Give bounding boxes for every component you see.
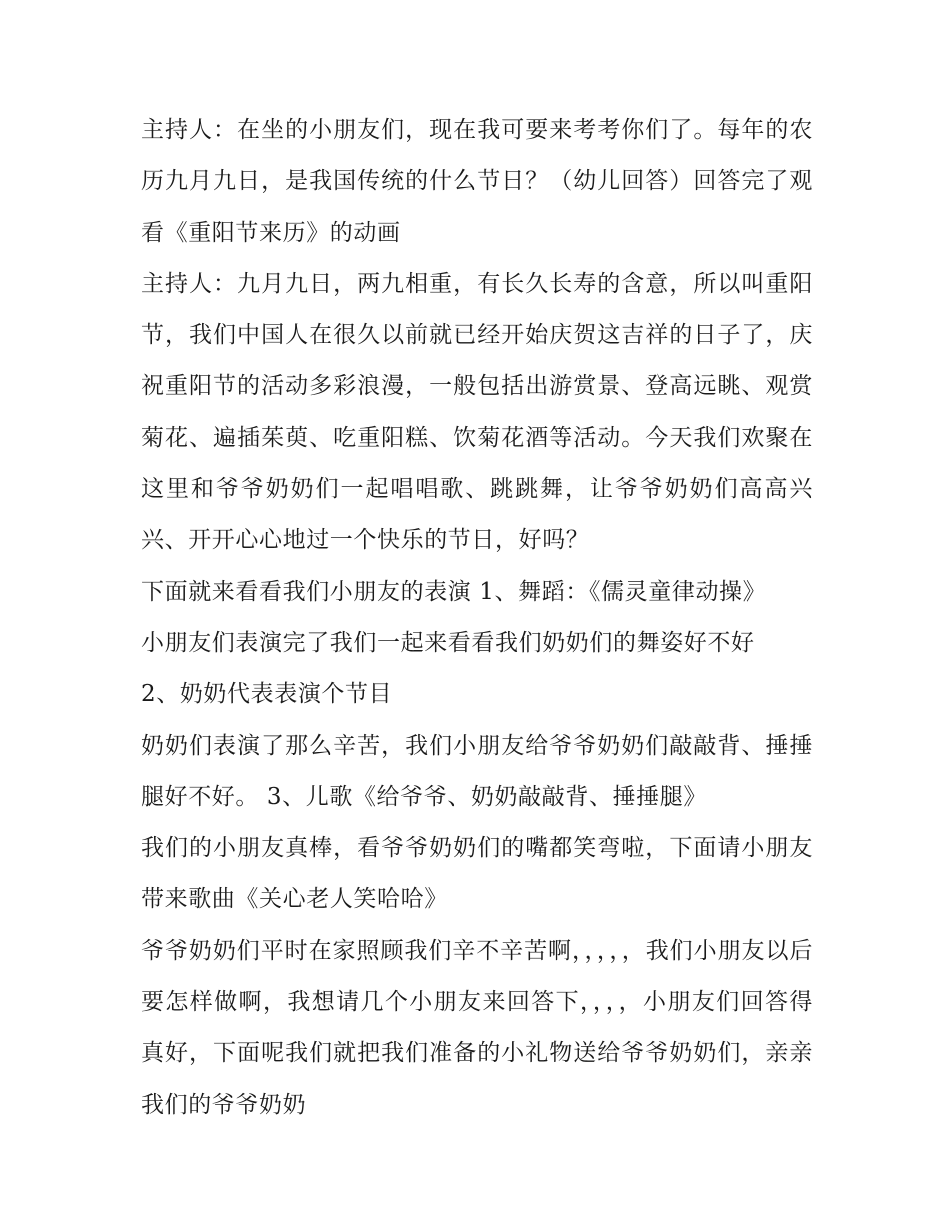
paragraph-song-intro: 我们的小朋友真棒，看爷爷奶奶们的嘴都笑弯啦，下面请小朋友带来歌曲《关心老人笑哈哈》 (141, 835, 813, 913)
paragraph-grandma-program: 2、奶奶代表表演个节目 (141, 681, 393, 708)
paragraph-host-intro: 主持人：在坐的小朋友们，现在我可要来考考你们了。每年的农历九月九日，是我国传统的什么节日？（幼儿回答）回答完了观看《重阳节来历》的动画 (141, 117, 813, 246)
paragraph-dance-performance: 下面就来看看我们小朋友的表演 1、舞蹈：《儒灵童律动操》 (141, 578, 767, 605)
paragraph-children-song: 奶奶们表演了那么辛苦，我们小朋友给爷爷奶奶们敲敲背、捶捶腿好不好。 3、儿歌《给爷爷、奶奶敲敲背、捶捶腿》 (141, 732, 813, 810)
paragraph-host-explanation: 主持人：九月九日，两九相重，有长久长寿的含意，所以叫重阳节，我们中国人在很久以前就已经开始庆贺这吉祥的日子了，庆祝重阳节的活动多彩浪漫，一般包括出游赏景、登高远眺、观赏菊花、遍插茱萸、吃重阳糕、饮菊花酒等活动。今天我们欢聚在这里和爷爷奶奶们一起唱唱歌、跳跳舞，让爷爷奶奶们高高兴兴、开开心心地过一个快乐的节日，好吗？ (141, 270, 813, 554)
paragraph-grandma-dance: 小朋友们表演完了我们一起来看看我们奶奶们的舞姿好不好 (141, 629, 755, 656)
paragraph-gift-giving: 爷爷奶奶们平时在家照顾我们辛不辛苦啊，，，，，我们小朋友以后要怎样做啊，我想请几个小朋友来回答下，，，，小朋友们回答得真好，下面呢我们就把我们准备的小礼物送给爷爷奶奶们，亲亲我们的爷爷奶奶 (141, 937, 813, 1118)
document-body (141, 105, 813, 1131)
